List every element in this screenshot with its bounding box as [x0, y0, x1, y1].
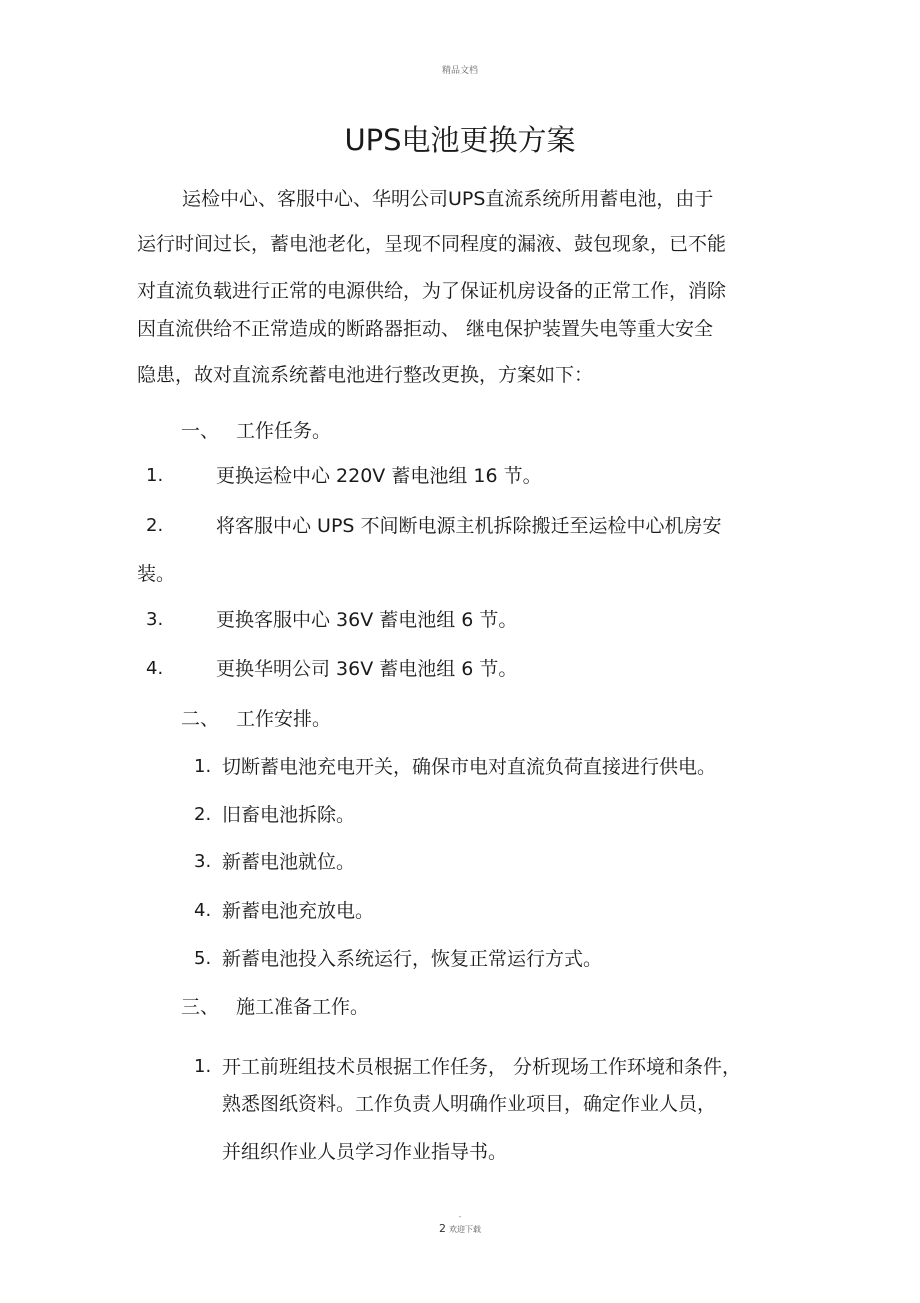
arrangement-1-text: 切断蓄电池充电开关，确保市电对直流负荷直接进行供电。 — [222, 756, 717, 778]
task-2-continuation: 装。 — [137, 563, 176, 585]
arrangement-1-number: 1. — [194, 756, 212, 777]
task-1-text: 更换运检中心 220V 蓄电池组 16 节。 — [216, 465, 542, 487]
header-watermark: 精品文档 — [441, 66, 478, 76]
task-3-number: 3. — [146, 609, 164, 630]
intro-line-1: 运检中心、客服中心、华明公司UPS直流系统所用蓄电池，由于 — [182, 188, 714, 210]
section-3-title: 施工准备工作。 — [236, 996, 370, 1018]
prep-1-line-3: 并组织作业人员学习作业指导书。 — [222, 1141, 508, 1163]
page-number: 2 — [439, 1222, 446, 1235]
prep-1-line-1: 开工前班组技术员根据工作任务， 分析现场工作环境和条件， — [222, 1056, 742, 1078]
footer-mark: - — [458, 1212, 462, 1221]
task-2-number: 2. — [146, 515, 164, 536]
intro-line-5: 隐患，故对直流系统蓄电池进行整改更换，方案如下： — [137, 364, 594, 386]
footer-label: 欢迎下载 — [449, 1225, 481, 1234]
section-3-number: 三、 — [181, 996, 220, 1018]
section-1-title: 工作任务。 — [236, 420, 332, 442]
task-2-text: 将客服中心 UPS 不间断电源主机拆除搬迁至运检中心机房安 — [216, 515, 722, 537]
arrangement-3-number: 3. — [194, 851, 212, 872]
task-4-text: 更换华明公司 36V 蓄电池组 6 节。 — [216, 658, 518, 680]
arrangement-3-text: 新蓄电池就位。 — [222, 851, 356, 873]
prep-1-line-2: 熟悉图纸资料。工作负责人明确作业项目，确定作业人员， — [222, 1093, 717, 1115]
arrangement-4-number: 4. — [194, 900, 212, 921]
intro-line-3: 对直流负载进行正常的电源供给，为了保证机房设备的正常工作，消除 — [137, 280, 727, 302]
arrangement-4-text: 新蓄电池充放电。 — [222, 900, 375, 922]
section-2-title: 工作安排。 — [236, 708, 332, 730]
intro-line-2: 运行时间过长，蓄电池老化，呈现不同程度的漏液、鼓包现象，已不能 — [137, 233, 727, 255]
arrangement-5-number: 5. — [194, 948, 212, 969]
task-3-text: 更换客服中心 36V 蓄电池组 6 节。 — [216, 609, 518, 631]
arrangement-2-number: 2. — [194, 804, 212, 825]
prep-1-number: 1. — [194, 1056, 212, 1077]
intro-line-4: 因直流供给不正常造成的断路器拒动、 继电保护装置失电等重大安全 — [137, 318, 714, 340]
section-1-number: 一、 — [181, 420, 220, 442]
arrangement-2-text: 旧畜电池拆除。 — [222, 804, 356, 826]
page-title: UPS电池更换方案 — [344, 123, 576, 157]
arrangement-5-text: 新蓄电池投入系统运行，恢复正常运行方式。 — [222, 948, 603, 970]
section-2-number: 二、 — [181, 708, 220, 730]
page-footer — [0, 1222, 920, 1235]
task-4-number: 4. — [146, 658, 164, 679]
task-1-number: 1. — [146, 465, 164, 486]
